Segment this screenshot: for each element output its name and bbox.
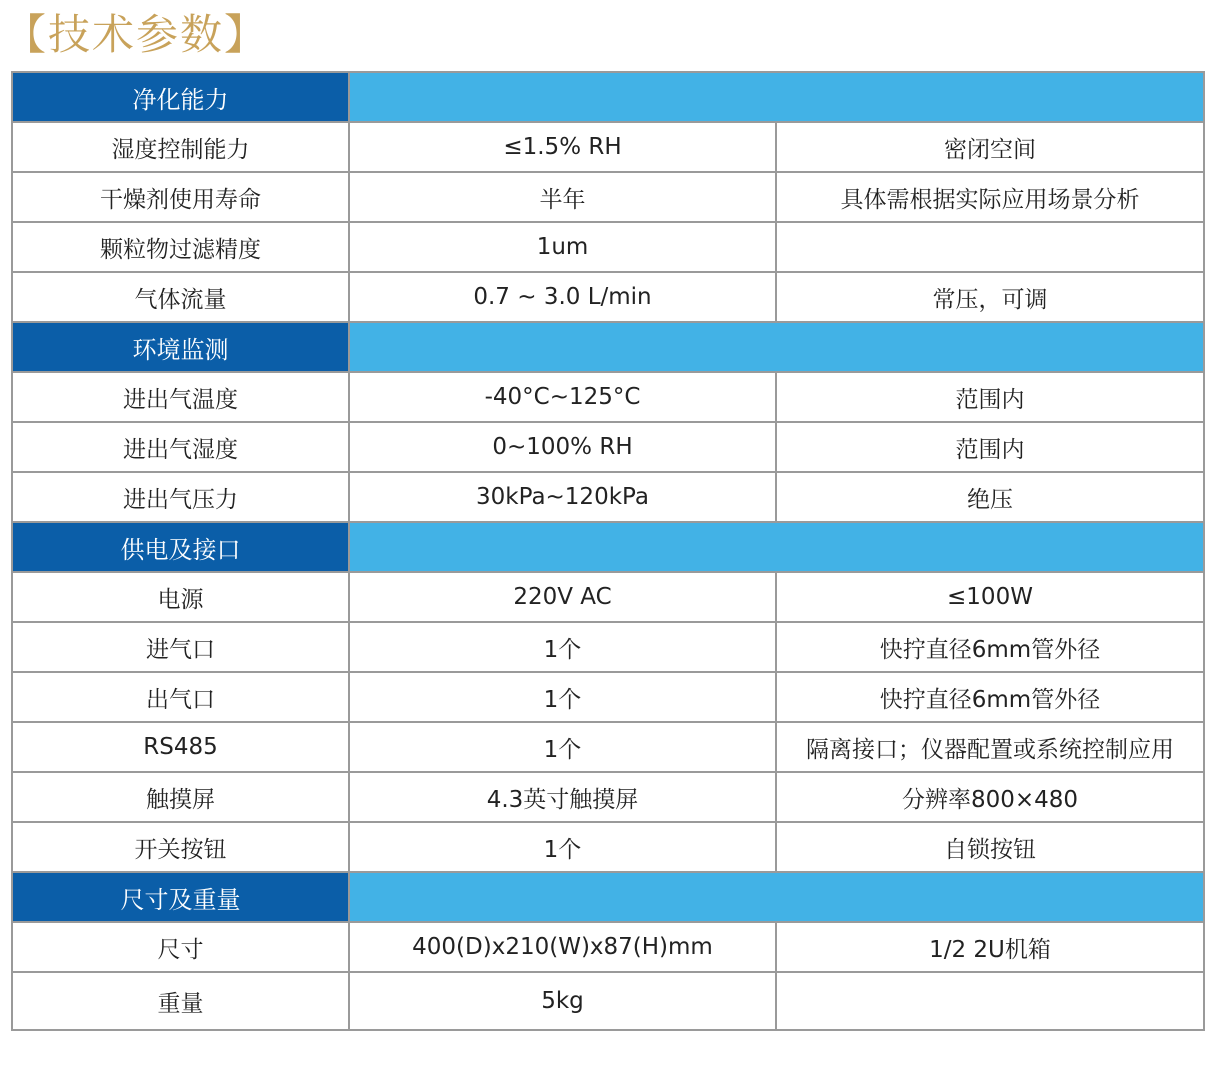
param-name: 进出气压力 bbox=[12, 472, 349, 522]
param-value: 30kPa~120kPa bbox=[349, 472, 776, 522]
param-note: 范围内 bbox=[776, 372, 1204, 422]
param-note: 1/2 2U机箱 bbox=[776, 922, 1204, 972]
param-value: 1个 bbox=[349, 672, 776, 722]
param-name: 干燥剂使用寿命 bbox=[12, 172, 349, 222]
param-value: 4.3英寸触摸屏 bbox=[349, 772, 776, 822]
param-name: 进气口 bbox=[12, 622, 349, 672]
param-note: 具体需根据实际应用场景分析 bbox=[776, 172, 1204, 222]
param-name: RS485 bbox=[12, 722, 349, 772]
table-row bbox=[12, 722, 1204, 772]
param-value: 0~100% RH bbox=[349, 422, 776, 472]
param-value: 1个 bbox=[349, 822, 776, 872]
param-value: -40°C~125°C bbox=[349, 372, 776, 422]
param-value: 400(D)x210(W)x87(H)mm bbox=[349, 922, 776, 972]
param-note: 绝压 bbox=[776, 472, 1204, 522]
param-name: 重量 bbox=[12, 972, 349, 1030]
table-row bbox=[12, 672, 1204, 722]
section-bar bbox=[349, 322, 1204, 372]
param-value: 220V AC bbox=[349, 572, 776, 622]
param-note: 范围内 bbox=[776, 422, 1204, 472]
param-note: 快拧直径6mm管外径 bbox=[776, 622, 1204, 672]
param-note: ≤100W bbox=[776, 572, 1204, 622]
param-note: 自锁按钮 bbox=[776, 822, 1204, 872]
param-value: 半年 bbox=[349, 172, 776, 222]
param-name: 尺寸 bbox=[12, 922, 349, 972]
section-title: 环境监测 bbox=[12, 322, 349, 372]
section-title: 供电及接口 bbox=[12, 522, 349, 572]
param-name: 进出气湿度 bbox=[12, 422, 349, 472]
table-row bbox=[12, 222, 1204, 272]
table-row bbox=[12, 572, 1204, 622]
param-name: 进出气温度 bbox=[12, 372, 349, 422]
table-row bbox=[12, 172, 1204, 222]
table-row bbox=[12, 372, 1204, 422]
section-title: 尺寸及重量 bbox=[12, 872, 349, 922]
table-row bbox=[12, 422, 1204, 472]
table-row bbox=[12, 122, 1204, 172]
param-name: 湿度控制能力 bbox=[12, 122, 349, 172]
param-name: 电源 bbox=[12, 572, 349, 622]
param-note: 密闭空间 bbox=[776, 122, 1204, 172]
param-value: 1个 bbox=[349, 622, 776, 672]
table-row bbox=[12, 272, 1204, 322]
table-row bbox=[12, 772, 1204, 822]
section-bar bbox=[349, 72, 1204, 122]
section-header-monitoring bbox=[12, 322, 1204, 372]
param-value: 1个 bbox=[349, 722, 776, 772]
param-note: 快拧直径6mm管外径 bbox=[776, 672, 1204, 722]
param-name: 出气口 bbox=[12, 672, 349, 722]
param-name: 触摸屏 bbox=[12, 772, 349, 822]
param-name: 开关按钮 bbox=[12, 822, 349, 872]
section-bar bbox=[349, 522, 1204, 572]
param-note bbox=[776, 972, 1204, 1030]
page-title: 【技术参数】 bbox=[4, 10, 269, 59]
param-value: 1um bbox=[349, 222, 776, 272]
param-note: 隔离接口；仪器配置或系统控制应用 bbox=[776, 722, 1204, 772]
param-note bbox=[776, 222, 1204, 272]
section-header-purification bbox=[12, 72, 1204, 122]
param-value: 0.7 ~ 3.0 L/min bbox=[349, 272, 776, 322]
spec-table bbox=[11, 71, 1205, 1031]
section-header-size-weight bbox=[12, 872, 1204, 922]
param-value: ≤1.5% RH bbox=[349, 122, 776, 172]
table-row bbox=[12, 972, 1204, 1030]
table-row bbox=[12, 622, 1204, 672]
param-note: 常压，可调 bbox=[776, 272, 1204, 322]
section-header-power-interface bbox=[12, 522, 1204, 572]
param-value: 5kg bbox=[349, 972, 776, 1030]
table-row bbox=[12, 472, 1204, 522]
param-name: 颗粒物过滤精度 bbox=[12, 222, 349, 272]
param-name: 气体流量 bbox=[12, 272, 349, 322]
section-title: 净化能力 bbox=[12, 72, 349, 122]
section-bar bbox=[349, 872, 1204, 922]
param-note: 分辨率800×480 bbox=[776, 772, 1204, 822]
table-row bbox=[12, 822, 1204, 872]
table-row bbox=[12, 922, 1204, 972]
